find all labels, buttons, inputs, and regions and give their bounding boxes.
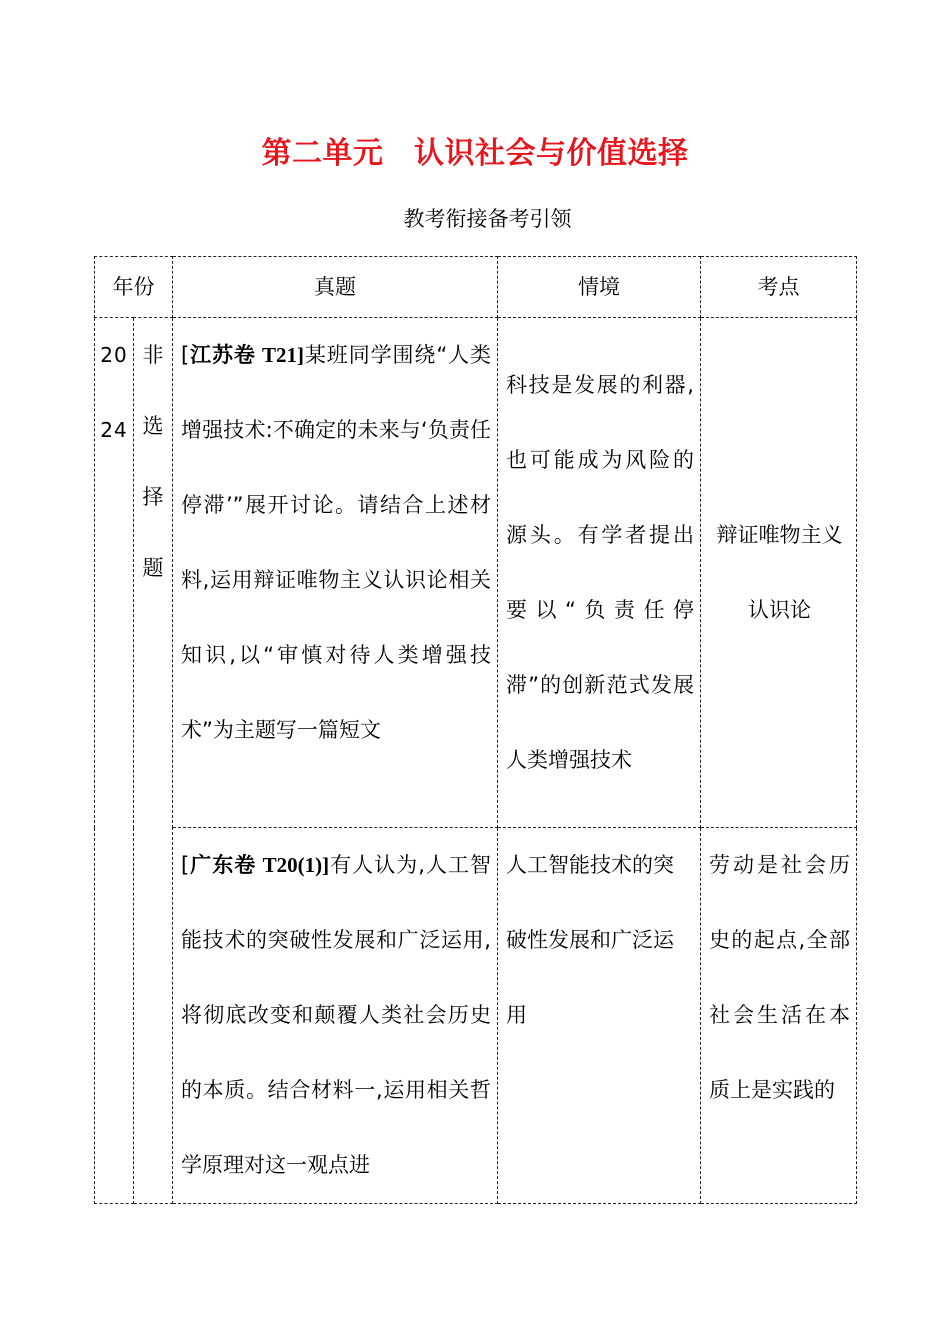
situation-cell [498, 828, 701, 1204]
question-text: 有人认为,人工智能技术的突破性发展和广泛运用,将彻底改变和颠覆人类社会历史的本质。结合材料一,运用相关哲学原理对这一观点进 [181, 853, 492, 1177]
situation-cell [498, 318, 701, 828]
point-cell [701, 318, 857, 828]
question-cell: [江苏卷 T21]某班同学围绕“人类增强技术:不确定的未来与‘负责任停滞’”展开讨论。请结合上述材料,运用辩证唯物主义认识论相关知识,以“审慎对待人类增强技术”为主题写一篇短文 [173, 318, 498, 828]
year-value: 2024 [100, 343, 128, 442]
question-type: 非选择题 [142, 343, 164, 580]
situation-text: 人工智能技术的突破性发展和广泛运用 [506, 853, 674, 1027]
question-source: 广东卷 [189, 853, 257, 877]
type-cell [134, 318, 173, 1204]
page-subtitle: 教考衔接备考引领 [403, 207, 572, 231]
header-situation: 情境 [498, 257, 701, 318]
table-row [95, 828, 857, 1204]
table-row [95, 318, 857, 828]
header-question: 真题 [173, 257, 498, 318]
point-text: 劳动是社会历史的起点,全部社会生活在本质上是实践的 [709, 853, 850, 1102]
question-number: T20(1) [262, 853, 323, 877]
question-source: 江苏卷 [189, 343, 256, 367]
point-text: 辩证唯物主义认识论 [716, 522, 843, 622]
question-text: 某班同学围绕“人类增强技术:不确定的未来与‘负责任停滞’”展开讨论。请结合上述材料,运用辩证唯物主义认识论相关知识,以“审慎对待人类增强技术”为主题写一篇短文 [181, 343, 492, 742]
question-number: T21 [261, 343, 297, 367]
page-title: 第二单元 认识社会与价值选择 [261, 136, 689, 171]
year-cell [95, 318, 134, 1204]
header-year: 年份 [95, 257, 173, 318]
question-cell: [广东卷 T20(1)]有人认为,人工智能技术的突破性发展和广泛运用,将彻底改变和颠覆人类社会历史的本质。结合材料一,运用相关哲学原理对这一观点进 [173, 828, 498, 1204]
exam-table [94, 256, 857, 1204]
situation-text: 科技是发展的利器,也可能成为风险的源头。有学者提出要以“负责任停滞”的创新范式发展人类增强技术 [506, 372, 694, 772]
table-header-row [95, 257, 857, 318]
point-cell [701, 828, 857, 1204]
header-point: 考点 [701, 257, 857, 318]
